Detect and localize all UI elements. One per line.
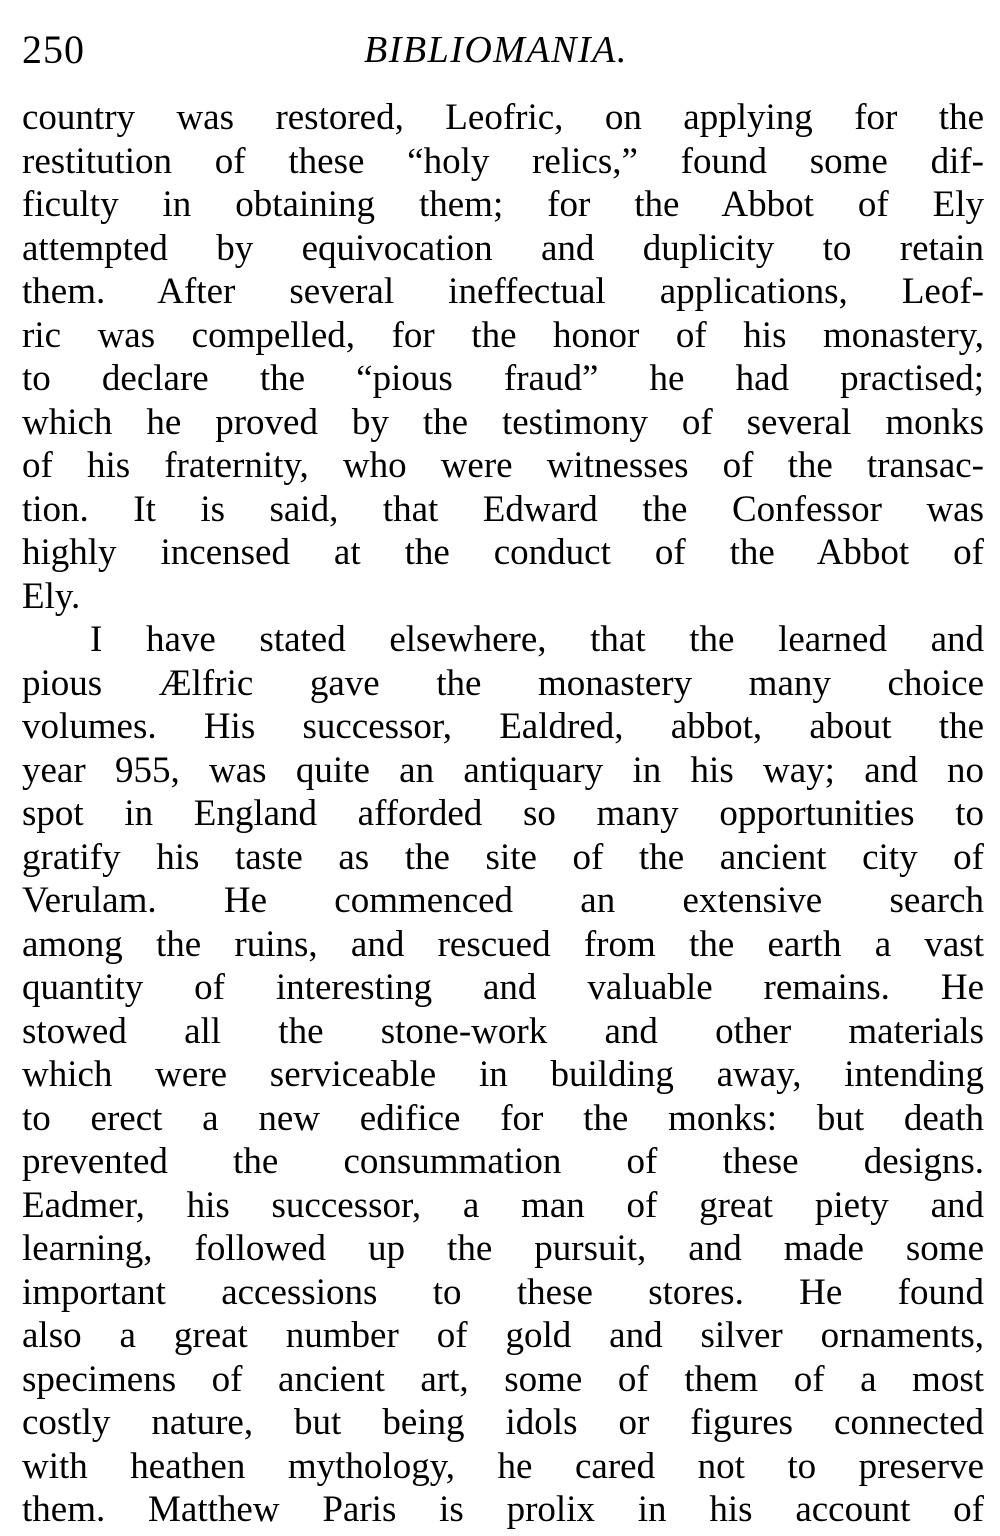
text-line: highly incensed at the conduct of the Abbot of [22, 532, 984, 573]
text-line: country was restored, Leofric, on applying for the [22, 97, 984, 138]
text-line: I have stated elsewhere, that the learned and [90, 619, 984, 660]
text-line: Verulam. He commenced an extensive search [22, 880, 984, 921]
text-line: of his fraternity, who were witnesses of the transac- [22, 445, 984, 486]
text-line: restitution of these “holy relics,” found some dif- [22, 140, 984, 182]
text-line: Ely. [22, 575, 81, 617]
text-line: ficulty in obtaining them; for the Abbot of Ely [22, 184, 984, 225]
text-line: gratify his taste as the site of the ancient city of [22, 836, 984, 878]
text-line: to erect a new edifice for the monks: but death [22, 1097, 984, 1139]
text-line: year 955, was quite an antiquary in his way; and no [22, 749, 984, 791]
body-text [22, 96, 984, 1532]
text-line: to declare the “pious fraud” he had practised; [22, 358, 984, 399]
text-line: prevented the consummation of these designs. [22, 1141, 984, 1182]
page-header [22, 28, 982, 78]
text-line: them. Matthew Paris is prolix in his account of [22, 1489, 984, 1530]
paragraph-2 [22, 618, 984, 1532]
text-line: specimens of ancient art, some of them of a most [22, 1358, 984, 1400]
paragraph-1 [22, 96, 984, 618]
text-line: stowed all the stone-work and other materials [22, 1010, 984, 1052]
running-title: BIBLIOMANIA. [364, 29, 628, 71]
text-line: spot in England afforded so many opportunities to [22, 793, 984, 834]
text-line: attempted by equivocation and duplicity to retain [22, 227, 984, 269]
text-line: among the ruins, and rescued from the earth a vast [22, 923, 984, 965]
text-line: which were serviceable in building away, intending [22, 1054, 984, 1095]
text-line: important accessions to these stores. He found [22, 1271, 984, 1313]
text-line: which he proved by the testimony of several monks [22, 401, 984, 443]
text-line: also a great number of gold and silver ornaments, [22, 1315, 984, 1356]
text-line: quantity of interesting and valuable remains. He [22, 967, 984, 1008]
text-line: costly nature, but being idols or figures connected [22, 1402, 984, 1443]
text-line: Eadmer, his successor, a man of great piety and [22, 1184, 984, 1226]
text-line: them. After several ineffectual applications, Leof- [22, 271, 984, 312]
text-line: tion. It is said, that Edward the Confessor was [22, 488, 984, 530]
text-line: pious Ælfric gave the monastery many choice [22, 662, 984, 704]
text-line: learning, followed up the pursuit, and made some [22, 1228, 984, 1269]
text-line: with heathen mythology, he cared not to preserve [22, 1445, 984, 1487]
text-line: ric was compelled, for the honor of his monastery, [22, 314, 984, 356]
page-number: 250 [22, 27, 85, 72]
text-line: volumes. His successor, Ealdred, abbot, about the [22, 706, 984, 747]
